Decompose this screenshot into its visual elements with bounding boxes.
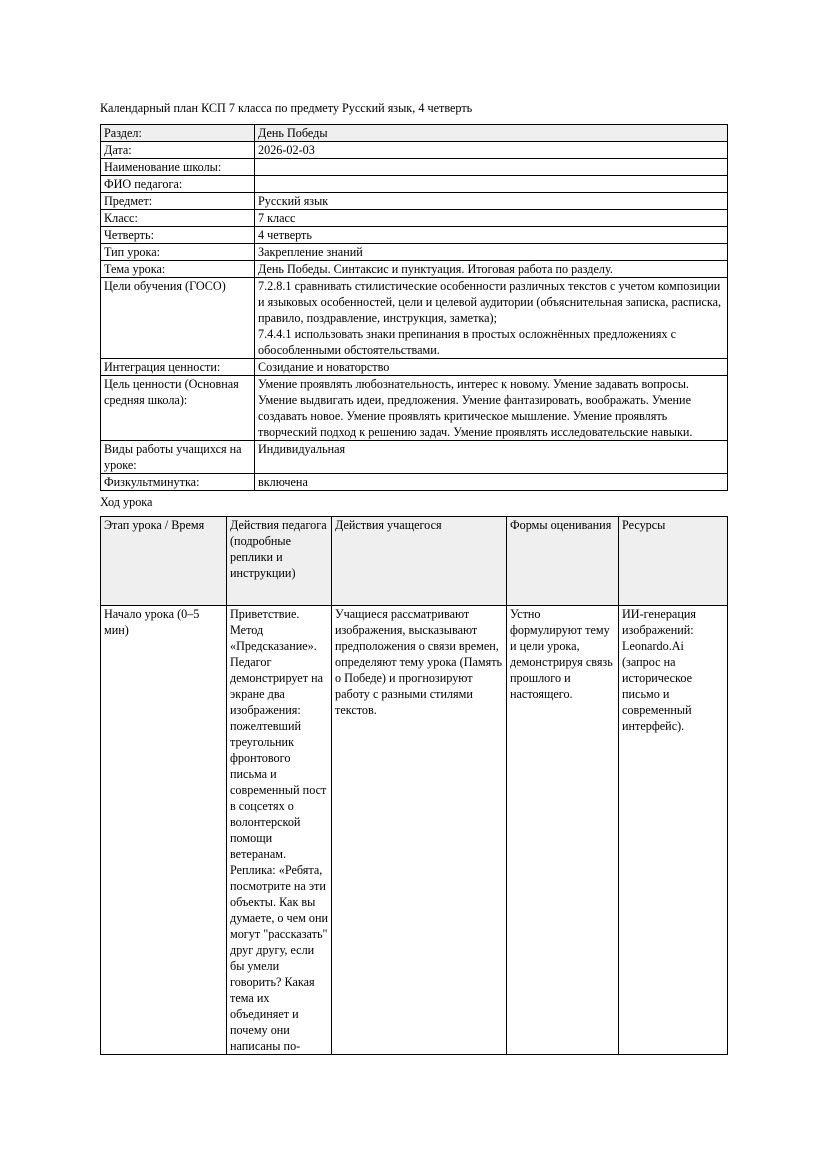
column-header: Этап урока / Время [101,517,227,606]
info-row-value: Умение проявлять любознательность, интерес к новому. Умение задавать вопросы. Умение выдвигать идеи, предложения. Умение фантазировать, воображать. Умение создавать новое. Умение проявлять критическое мышление. Умение проявлять творческий подход к решению задач. Умение проявлять исследовательские навыки. [255,376,728,441]
info-row-value [255,176,728,193]
info-row-value: Индивидуальная [255,441,728,474]
info-row-label: Четверть: [101,227,255,244]
info-row-value: 2026-02-03 [255,142,728,159]
table-row [101,359,728,376]
table-row [101,159,728,176]
info-row-label: Тема урока: [101,261,255,278]
info-row-value: День Победы [255,125,728,142]
table-row [101,376,728,441]
info-row-label: Дата: [101,142,255,159]
lesson-flow-heading: Ход урока [100,495,153,509]
info-row-label: Интеграция ценности: [101,359,255,376]
table-row [101,244,728,261]
info-row-label: Физкультминутка: [101,474,255,491]
lesson-flow-table-body [101,606,728,1055]
lesson-info-table-body [101,125,728,491]
info-row-value: 7.2.8.1 сравнивать стилистические особенности различных текстов с учетом композиции и языковых особенностей, цели и целевой аудитории (объяснительная записка, расписка, правило, поздравление, инструкция, заметка); 7.4.4.1 использовать знаки препинания в простых осложнённых предложениях с обособленными обстоятельствами. [255,278,728,359]
column-header: Действия педагога (подробные реплики и инструкции) [227,517,332,606]
table-row [101,278,728,359]
resources-cell: ИИ-генерация изображений: Leonardo.Ai (запрос на историческое письмо и современный интерфейс). [619,606,728,1055]
info-row-value: Закрепление знаний [255,244,728,261]
info-row-label: Раздел: [101,125,255,142]
column-header: Ресурсы [619,517,728,606]
info-row-label: Наименование школы: [101,159,255,176]
table-header-row [101,517,728,606]
info-row-value: 7 класс [255,210,728,227]
info-row-value [255,159,728,176]
info-row-label: ФИО педагога: [101,176,255,193]
lesson-flow-table [100,516,728,1055]
info-row-value: включена [255,474,728,491]
student-actions-cell: Учащиеся рассматривают изображения, высказывают предположения о связи времен, определяют тему урока (Память о Победе) и прогнозируют работу с разными стилями текстов. [332,606,507,1055]
info-row-label: Класс: [101,210,255,227]
info-row-value: День Победы. Синтаксис и пунктуация. Итоговая работа по разделу. [255,261,728,278]
table-row [101,142,728,159]
info-row-value: 4 четверть [255,227,728,244]
column-header: Формы оценивания [507,517,619,606]
lesson-stage-cell: Начало урока (0–5 мин) [101,606,227,1055]
column-header: Действия учащегося [332,517,507,606]
table-row [101,227,728,244]
info-row-label: Виды работы учащихся на уроке: [101,441,255,474]
table-row [101,125,728,142]
info-row-value: Созидание и новаторство [255,359,728,376]
info-row-value: Русский язык [255,193,728,210]
lesson-info-table [100,124,728,491]
page-title: Календарный план КСП 7 класса по предмету Русский язык, 4 четверть [100,101,473,115]
info-row-label: Цель ценности (Основная средняя школа): [101,376,255,441]
info-row-label: Тип урока: [101,244,255,261]
table-row [101,261,728,278]
table-row [101,193,728,210]
info-row-label: Цели обучения (ГОСО) [101,278,255,359]
table-row [101,606,728,1055]
teacher-actions-cell: Приветствие. Метод «Предсказание». Педагог демонстрирует на экране два изображения: пожелтевший треугольник фронтового письма и современный пост в соцсетях о волонтерской помощи ветеранам. Реплика: «Ребята, посмотрите на эти объекты. Как вы думаете, о чем они могут "рассказать" друг другу, если бы умели говорить? Какая тема их объединяет и почему они написаны по- [227,606,332,1055]
table-row [101,210,728,227]
table-row [101,441,728,474]
lesson-flow-table-head [101,517,728,606]
table-row [101,474,728,491]
assessment-forms-cell: Устно формулируют тему и цели урока, демонстрируя связь прошлого и настоящего. [507,606,619,1055]
table-row [101,176,728,193]
info-row-label: Предмет: [101,193,255,210]
